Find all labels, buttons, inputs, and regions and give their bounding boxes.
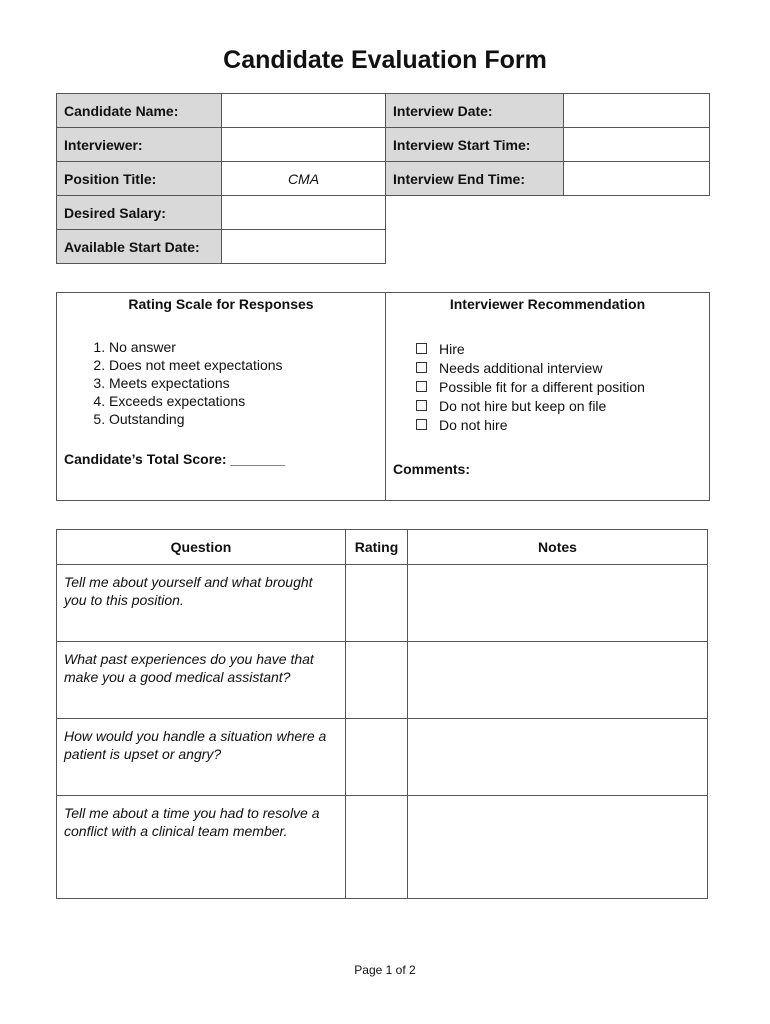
candidate-name-label: Candidate Name:	[57, 94, 222, 128]
recommendation-heading: Interviewer Recommendation	[449, 296, 646, 312]
table-row	[57, 565, 708, 642]
rating-recommendation-box	[56, 292, 710, 501]
interview-start-time-label: Interview Start Time:	[386, 128, 564, 162]
interviewer-label: Interviewer:	[57, 128, 222, 162]
comments-label: Comments:	[393, 461, 471, 477]
desired-salary-label: Desired Salary:	[57, 196, 222, 230]
rating-scale-heading: Rating Scale for Responses	[128, 296, 314, 312]
blank-cell	[386, 196, 710, 230]
notes-cell[interactable]	[408, 642, 708, 719]
table-row	[57, 642, 708, 719]
notes-column-header: Notes	[408, 530, 708, 565]
rating-scale-item: 5. Outstanding	[109, 410, 385, 428]
recommendation-option[interactable]	[416, 378, 709, 397]
page-number: Page 1 of 2	[354, 963, 416, 977]
position-title-label: Position Title:	[57, 162, 222, 196]
rating-column-header: Rating	[346, 530, 408, 565]
rating-cell[interactable]	[346, 719, 408, 796]
rating-cell[interactable]	[346, 796, 408, 899]
page-title: Candidate Evaluation Form	[223, 46, 547, 74]
table-row	[57, 796, 708, 899]
recommendation-option-label: Do not hire	[439, 417, 508, 433]
notes-cell[interactable]	[408, 796, 708, 899]
interview-end-time-field[interactable]	[564, 162, 710, 196]
candidate-name-field[interactable]	[222, 94, 386, 128]
candidate-info-table	[56, 93, 710, 264]
recommendation-option-label: Needs additional interview	[439, 360, 603, 376]
checkbox-icon[interactable]	[416, 343, 427, 354]
checkbox-icon[interactable]	[416, 400, 427, 411]
checkbox-icon[interactable]	[416, 362, 427, 373]
checkbox-icon[interactable]	[416, 419, 427, 430]
interview-start-time-field[interactable]	[564, 128, 710, 162]
total-score-field[interactable]: Candidate’s Total Score: _______	[64, 451, 285, 467]
question-cell: How would you handle a situation where a patient is upset or angry?	[57, 719, 346, 796]
question-column-header: Question	[57, 530, 346, 565]
table-row	[57, 719, 708, 796]
question-cell: What past experiences do you have that make you a good medical assistant?	[57, 642, 346, 719]
interview-date-label: Interview Date:	[386, 94, 564, 128]
question-cell: Tell me about a time you had to resolve a conflict with a clinical team member.	[57, 796, 346, 899]
interview-date-field[interactable]	[564, 94, 710, 128]
notes-cell[interactable]	[408, 719, 708, 796]
rating-scale-item: 2. Does not meet expectations	[109, 356, 385, 374]
desired-salary-field[interactable]	[222, 196, 386, 230]
available-start-date-label: Available Start Date:	[57, 230, 222, 264]
interview-end-time-label: Interview End Time:	[386, 162, 564, 196]
recommendation-option[interactable]	[416, 397, 709, 416]
notes-cell[interactable]	[408, 565, 708, 642]
rating-scale-list	[57, 338, 385, 428]
question-cell: Tell me about yourself and what brought you to this position.	[57, 565, 346, 642]
recommendation-options	[386, 340, 709, 435]
recommendation-option-label: Do not hire but keep on file	[439, 398, 607, 414]
rating-scale-item: 1. No answer	[109, 338, 385, 356]
rating-cell[interactable]	[346, 565, 408, 642]
rating-scale-item: 3. Meets expectations	[109, 374, 385, 392]
questions-table	[56, 529, 708, 899]
rating-scale-item: 4. Exceeds expectations	[109, 392, 385, 410]
recommendation-option-label: Possible fit for a different position	[439, 379, 645, 395]
blank-cell	[386, 230, 710, 264]
rating-scale-panel	[57, 293, 386, 501]
recommendation-option-label: Hire	[439, 341, 465, 357]
interviewer-field[interactable]	[222, 128, 386, 162]
position-title-field[interactable]: CMA	[222, 162, 386, 196]
checkbox-icon[interactable]	[416, 381, 427, 392]
recommendation-option[interactable]	[416, 359, 709, 378]
recommendation-panel	[386, 293, 710, 501]
rating-cell[interactable]	[346, 642, 408, 719]
recommendation-option[interactable]	[416, 340, 709, 359]
recommendation-option[interactable]	[416, 416, 709, 435]
available-start-date-field[interactable]	[222, 230, 386, 264]
